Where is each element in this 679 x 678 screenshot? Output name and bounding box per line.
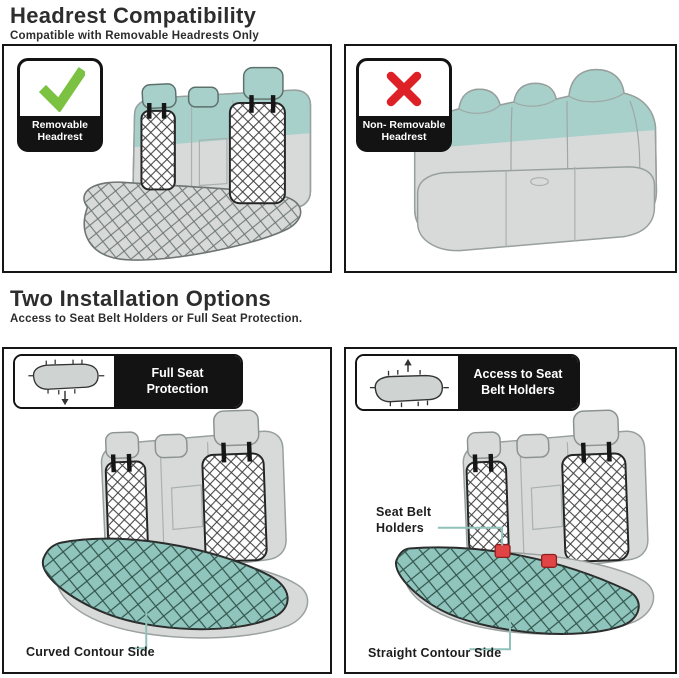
curved-contour-side-callout: Curved Contour Side xyxy=(26,645,155,659)
seat-cover-top-view-up-arrow-icon xyxy=(357,356,458,409)
full-seat-protection-label: Full Seat Protection xyxy=(114,356,241,407)
panel-non-removable-headrest xyxy=(344,44,677,273)
panel-full-seat-protection xyxy=(2,347,332,674)
section-title-installation: Two Installation Options xyxy=(10,286,272,311)
seat-cover-top-view-down-arrow-icon xyxy=(15,356,114,407)
removable-headrest-badge xyxy=(17,58,103,152)
section-title-headrest: Headrest Compatibility xyxy=(10,3,257,28)
full-seat-protection-header xyxy=(13,354,243,409)
check-icon xyxy=(20,61,100,116)
section-subtitle-headrest: Compatible with Removable Headrests Only xyxy=(10,30,259,42)
panel-seat-belt-access xyxy=(344,347,677,674)
removable-headrest-badge-label: Removable Headrest xyxy=(31,119,89,144)
seat-belt-access-label: Access to Seat Belt Holders xyxy=(458,356,578,409)
seat-belt-holders-callout: Seat Belt Holders xyxy=(376,505,432,535)
seat-belt-access-header xyxy=(355,354,580,411)
straight-contour-side-callout: Straight Contour Side xyxy=(368,646,502,660)
non-removable-headrest-badge-label: Non- Removable Headrest xyxy=(362,119,446,144)
non-removable-headrest-badge xyxy=(356,58,452,152)
section-subtitle-installation: Access to Seat Belt Holders or Full Seat Protection. xyxy=(10,313,303,325)
cross-icon xyxy=(359,61,449,116)
panel-removable-headrest xyxy=(2,44,332,273)
